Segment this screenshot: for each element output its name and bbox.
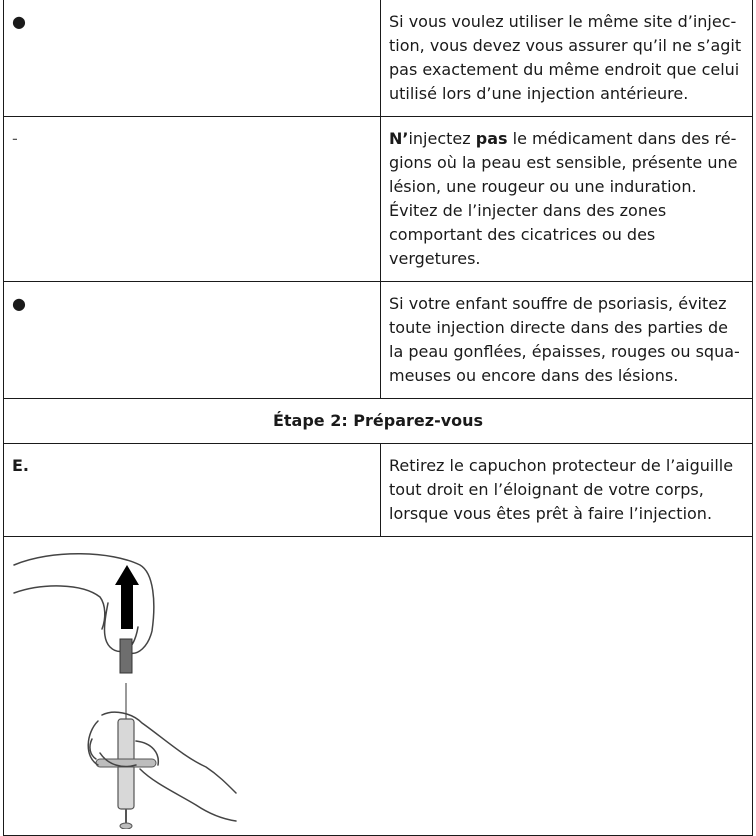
remove-needle-cap-illustration <box>12 543 242 829</box>
bullet-marker: ● <box>12 294 26 313</box>
instruction-text-cell <box>381 0 753 117</box>
table-row <box>4 117 753 282</box>
bullet-marker: ● <box>12 12 26 31</box>
table-row <box>4 444 753 537</box>
instruction-text-cell <box>381 117 753 282</box>
table-row <box>4 282 753 399</box>
dash-marker: - <box>12 129 18 148</box>
instructions-table <box>3 0 753 836</box>
table-row <box>4 399 753 444</box>
table-row <box>4 537 753 836</box>
instruction-text: Si votre enfant souffre de psoriasis, évitez toute injection directe dans des parties de la peau gonflées, épaisses, rouges ou squa-meuses ou encore dans des lésions. <box>389 294 740 385</box>
step-heading: Étape 2: Préparez-vous <box>4 399 753 444</box>
instruction-text-cell <box>381 282 753 399</box>
instruction-text-a: injectez <box>408 129 476 148</box>
table-row <box>4 0 753 117</box>
marker-cell <box>4 282 381 399</box>
needle-cap <box>120 639 132 673</box>
instruction-text: Si vous voulez utiliser le même site d’injec-tion, vous devez vous assurer qu’il ne s’agit pas exactement du même endroit que celui utilisé lors d’une injection antérieure. <box>389 12 742 103</box>
arrow-base <box>121 621 133 629</box>
plunger-head <box>120 823 132 829</box>
instruction-text: Retirez le capuchon protecteur de l’aiguille tout droit en l’éloignant de votre corps, lorsque vous êtes prêt à faire l’injection. <box>389 456 734 523</box>
instruction-text-b: le médicament dans des ré-gions où la peau est sensible, présente une lésion, une rougeur ou une induration. Évitez de l’injecter dans des zones comportant des cicatrices ou des vergetures. <box>389 129 738 268</box>
bold-emphasis-text: pas <box>475 129 508 148</box>
bold-lead-text: N’ <box>389 129 409 148</box>
step-label: E. <box>12 456 30 475</box>
up-arrow-icon <box>115 565 139 621</box>
marker-cell <box>4 0 381 117</box>
illustration-cell <box>4 537 753 836</box>
instruction-text-cell <box>381 444 753 537</box>
marker-cell <box>4 117 381 282</box>
step-label-cell <box>4 444 381 537</box>
